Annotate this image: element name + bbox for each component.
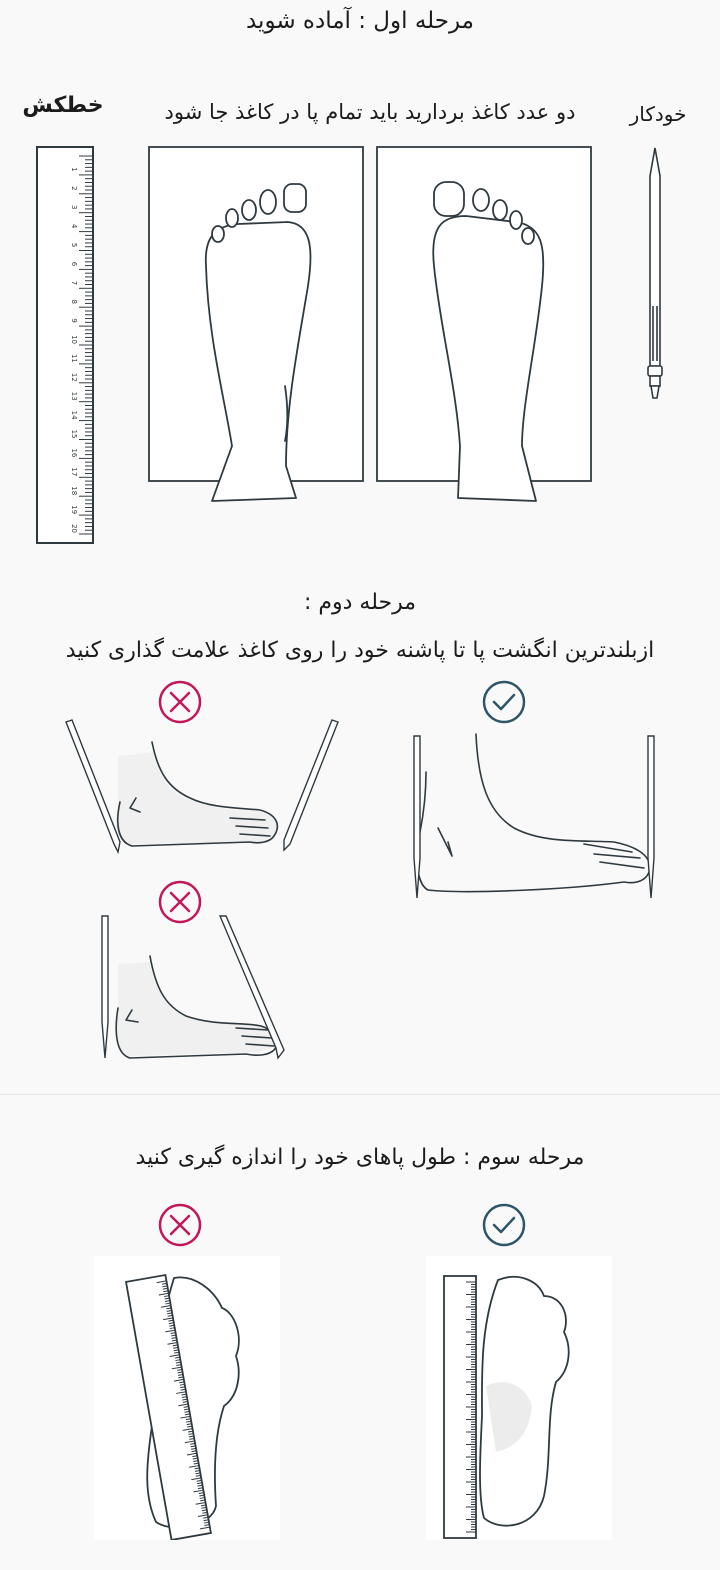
wrong-marking-angled-illustration	[60, 712, 340, 862]
papers-label: دو عدد کاغذ بردارید باید تمام پا در کاغذ جا شود	[164, 100, 576, 124]
pen-illustration	[640, 146, 670, 404]
x-circle-icon	[158, 1203, 202, 1247]
wrong-marking-mixed-illustration	[96, 912, 296, 1062]
ruler-tick-label: 5	[70, 242, 78, 248]
ruler-tick-label: 4	[70, 223, 78, 229]
step2-instruction: ازبلندترین انگشت پا تا پاشنه خود را روی کاغذ علامت گذاری کنید	[65, 638, 655, 663]
ruler-tick-label: 6	[70, 261, 78, 267]
section-divider	[0, 1094, 720, 1095]
step2-title: مرحله دوم :	[303, 590, 417, 615]
ruler-tick-label: 9	[70, 318, 78, 323]
ruler-illustration	[36, 146, 96, 546]
wrong-measurement-illustration	[94, 1256, 280, 1540]
ruler-tick-label: 11	[70, 353, 78, 363]
ruler-tick-label: 7	[70, 280, 78, 286]
step1-title: مرحله اول : آماده شوید	[245, 8, 474, 34]
ruler-tick-label: 19	[70, 505, 78, 515]
ruler-tick-label: 12	[70, 372, 78, 382]
ruler-tick-label: 20	[70, 524, 78, 534]
ruler-tick-label: 8	[70, 299, 78, 304]
ruler-tick-label: 16	[70, 448, 78, 458]
ruler-tick-label: 18	[70, 486, 78, 496]
ruler-tick-label: 17	[70, 467, 78, 477]
step3-title: مرحله سوم : طول پاهای خود را اندازه گیری کنید	[135, 1145, 585, 1170]
ruler-tick-label: 14	[70, 410, 78, 420]
correct-marking-illustration	[404, 732, 668, 902]
paper-left-foot-illustration	[376, 146, 606, 508]
check-circle-icon	[482, 1203, 526, 1247]
ruler-tick-label: 3	[70, 205, 78, 210]
ruler-tick-label: 13	[70, 391, 78, 401]
paper-right-foot-illustration	[148, 146, 366, 508]
pen-label: خودکار	[629, 102, 687, 126]
check-circle-icon	[482, 680, 526, 724]
ruler-tick-label: 10	[70, 335, 78, 345]
wrong-measurement-panel	[94, 1256, 280, 1540]
correct-measurement-illustration	[426, 1256, 612, 1540]
correct-measurement-panel	[426, 1256, 612, 1540]
ruler-tick-label: 2	[70, 186, 78, 191]
ruler-label: خطکش	[22, 93, 104, 118]
ruler-tick-label: 15	[70, 429, 78, 439]
ruler-tick-label: 1	[70, 167, 78, 172]
